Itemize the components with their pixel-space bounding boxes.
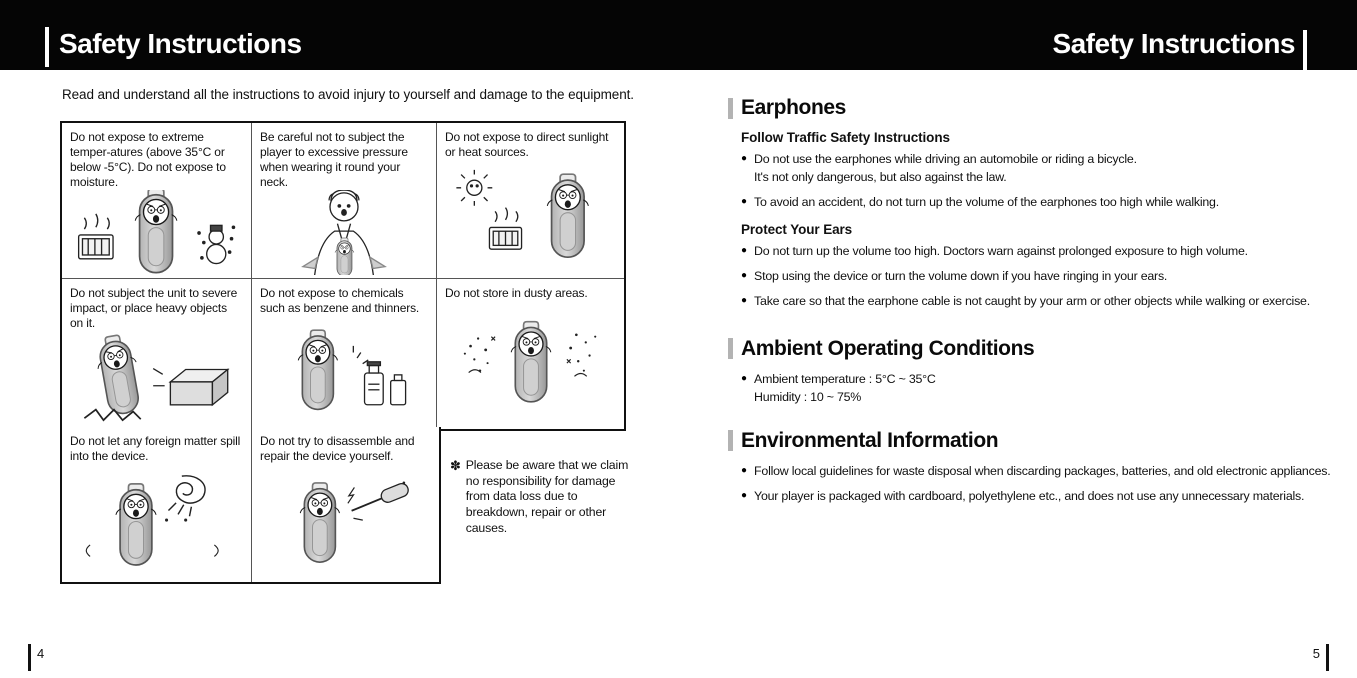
warning-cell-extreme-temperatures: [62, 123, 252, 279]
section-tick: [728, 98, 733, 119]
spill-swirl-into-player-icon: [70, 464, 243, 579]
warning-cell-severe-impact: [62, 279, 252, 432]
left-page-number-tick: [28, 644, 31, 671]
bullet-item: [741, 268, 1343, 286]
warning-text: Do not subject the unit to severe impact, or place heavy objects on it.: [70, 286, 238, 330]
bullet-text: Do not use the earphones while driving an automobile or riding a bicycle.: [754, 152, 1137, 166]
bullet-text: Humidity : 10 ~ 75%: [754, 389, 862, 404]
warning-text: Be careful not to subject the player to excessive pressure when wearing it round your neck.: [260, 130, 408, 189]
section-ambient-header: [728, 337, 1343, 361]
right-title-tick: [1303, 30, 1307, 72]
bullet-icon: ●: [741, 244, 748, 256]
section-title-environment: Environmental Information: [741, 428, 999, 452]
bullet-item: [741, 151, 1343, 187]
right-page-title: Safety Instructions: [1052, 28, 1295, 59]
warning-text: Do not let any foreign matter spill into the device.: [70, 434, 241, 463]
section-environment-header: [728, 429, 1343, 453]
bullet-item: [741, 488, 1343, 506]
bullet-text: Take care so that the earphone cable is not caught by your arm or other objects while walking or exercise.: [754, 293, 1310, 308]
bullet-text: Stop using the device or turn the volume down if you have ringing in your ears.: [754, 268, 1168, 283]
bullet-text: Do not turn up the volume too high. Doctors warn against prolonged exposure to high volume.: [754, 243, 1248, 258]
left-page-number: 4: [37, 646, 45, 661]
left-title-tick: [45, 27, 49, 67]
person-wearing-player-around-neck-icon: [260, 190, 428, 275]
bullet-text: Ambient temperature : 5°C ~ 35°C: [754, 371, 936, 386]
bullet-icon: ●: [741, 464, 748, 476]
dust-around-player-icon: [445, 301, 616, 429]
bullet-icon: ●: [741, 153, 748, 164]
bullet-icon: ●: [741, 269, 748, 281]
warning-text: Do not expose to direct sunlight or heat sources.: [445, 130, 609, 159]
heavy-box-impact-on-player-icon: [70, 331, 243, 429]
section-title-ambient: Ambient Operating Conditions: [741, 336, 1035, 360]
warning-text: Do not try to disassemble and repair the device yourself.: [260, 434, 415, 463]
bullet-item: [741, 243, 1343, 261]
section-tick: [728, 338, 733, 359]
data-loss-note: [450, 458, 634, 537]
warning-cell-foreign-matter: [62, 427, 252, 582]
intro-text: Read and understand all the instructions to avoid injury to yourself and damage to the equipment.: [62, 87, 634, 102]
bullet-item: [741, 463, 1343, 481]
warning-text: Do not expose to extreme temper-atures (above 35°C or below -5°C). Do not expose to moisture.: [70, 130, 226, 189]
section-tick: [728, 430, 733, 451]
warnings-table-upper: [60, 121, 626, 431]
bullet-icon: ●: [741, 372, 748, 384]
section-title-earphones: Earphones: [741, 96, 846, 119]
warning-cell-direct-sunlight: [437, 123, 624, 279]
sun-and-heater-near-player-icon: [445, 160, 616, 275]
subtitle-protect-ears: Protect Your Ears: [741, 221, 853, 237]
bullet-icon: ●: [741, 195, 748, 207]
warning-cell-dusty-areas: [437, 279, 624, 432]
bullet-text: Follow local guidelines for waste disposal when discarding packages, batteries, and old electronic appliances.: [754, 463, 1331, 478]
section-earphones-header: [728, 96, 1343, 120]
bullet-text: Your player is packaged with cardboard, polyethylene etc., and does not use any unnecessary materials.: [754, 488, 1305, 503]
right-page-number-tick: [1326, 644, 1329, 671]
bullet-item: [741, 194, 1343, 212]
bullet-icon: ●: [741, 294, 748, 306]
bullet-icon: ●: [741, 489, 748, 501]
chemical-bottles-near-player-icon: [260, 316, 428, 429]
warning-cell-disassemble: [252, 427, 439, 582]
screwdriver-disassembling-player-icon: [260, 464, 431, 579]
left-page-title: Safety Instructions: [59, 28, 302, 59]
bullet-text: It's not only dangerous, but also against the law.: [754, 169, 1007, 184]
subtitle-traffic-safety: Follow Traffic Safety Instructions: [741, 130, 950, 145]
right-page-number: 5: [1312, 646, 1320, 661]
player-between-heater-and-snowman-icon: [70, 190, 243, 275]
bullet-text: To avoid an accident, do not turn up the volume of the earphones too high while walking.: [754, 194, 1219, 209]
warning-text: Do not store in dusty areas.: [445, 286, 588, 300]
right-page-content: [728, 96, 1343, 513]
bullet-item: [741, 293, 1343, 311]
bullet-item: [741, 371, 1343, 407]
warning-text: Do not expose to chemicals such as benzene and thinners.: [260, 286, 420, 315]
note-asterisk: ✽: [450, 458, 461, 473]
warnings-table-lower: [60, 427, 441, 584]
warning-cell-chemicals: [252, 279, 437, 432]
note-text: Please be aware that we claim no responsibility for damage from data loss due to breakdown, repair or other causes.: [465, 458, 629, 535]
warning-cell-excessive-pressure: [252, 123, 437, 279]
